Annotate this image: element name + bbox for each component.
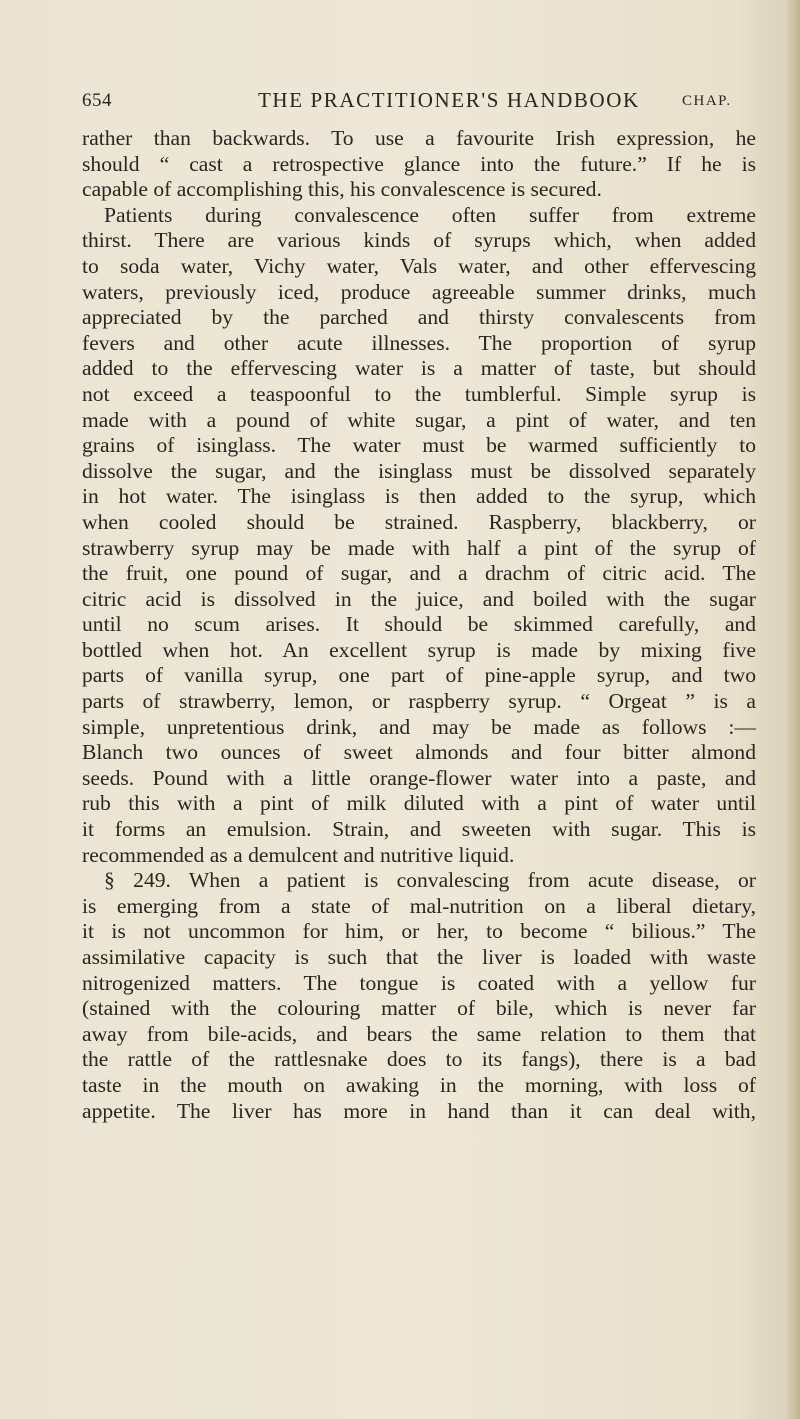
text-line: (stained with the colouring matter of bile, which is never far [82, 996, 756, 1021]
text-line: waters, previously iced, produce agreeable summer drinks, much [82, 279, 756, 304]
text-line: bottled when hot. An excellent syrup is made by mixing five [82, 637, 756, 662]
text-line: away from bile-acids, and bears the same relation to them that [82, 1021, 756, 1046]
text-line: nitrogenized matters. The tongue is coated with a yellow fur [82, 970, 756, 995]
section-first-line: § 249. When a patient is convalescing from acute disease, or [104, 868, 756, 893]
text-line: rather than backwards. To use a favourite Irish expression, he [82, 126, 756, 150]
text-line: Blanch two ounces of sweet almonds and four bitter almond [82, 740, 756, 765]
text-line: until no scum arises. It should be skimmed carefully, and [82, 612, 756, 637]
text-line: the rattle of the rattlesnake does to its fangs), there is a bad [82, 1047, 756, 1072]
text-line: appreciated by the parched and thirsty convalescents from [82, 305, 756, 330]
text-line: taste in the mouth on awaking in the morning, with loss of [82, 1072, 756, 1097]
text-line: rub this with a pint of milk diluted with a pint of water until [82, 791, 756, 816]
text-line: recommended as a demulcent and nutritive liquid. [82, 842, 515, 867]
text-line: in hot water. The isinglass is then added to the syrup, which [82, 484, 756, 509]
text-line: to soda water, Vichy water, Vals water, and other effervescing [82, 253, 756, 278]
text-line: the fruit, one pound of sugar, and a drachm of citric acid. The [82, 561, 756, 586]
text-line: assimilative capacity is such that the liver is loaded with waste [82, 945, 756, 969]
text-line: parts of strawberry, lemon, or raspberry syrup. “ Orgeat ” is a [82, 689, 756, 714]
text-line: strawberry syrup may be made with half a pint of the syrup of [82, 535, 756, 560]
page-number: 654 [82, 90, 112, 111]
text-line: should “ cast a retrospective glance into the future.” If he is [82, 151, 756, 176]
text-line: not exceed a teaspoonful to the tumblerful. Simple syrup is [82, 381, 756, 406]
body-text [82, 126, 788, 1124]
paragraph-first-line: Patients during convalescence often suffer from extreme [104, 202, 756, 227]
text-line: seeds. Pound with a little orange-flower water into a paste, and [82, 765, 756, 790]
text-line: added to the effervescing water is a matter of taste, but should [82, 356, 756, 381]
chapter-mark: CHAP. [682, 93, 732, 109]
text-line: citric acid is dissolved in the juice, and boiled with the sugar [82, 586, 756, 611]
text-line: parts of vanilla syrup, one part of pine-apple syrup, and two [82, 663, 756, 688]
text-line: fevers and other acute illnesses. The proportion of syrup [82, 330, 756, 355]
text-line: dissolve the sugar, and the isinglass must be dissolved separately [82, 458, 756, 483]
text-line: is emerging from a state of mal-nutrition on a liberal dietary, [82, 893, 756, 918]
text-line: made with a pound of white sugar, a pint of water, and ten [82, 407, 756, 432]
text-line: it is not uncommon for him, or her, to become “ bilious.” The [82, 919, 756, 944]
text-line: thirst. There are various kinds of syrups which, when added [82, 228, 756, 253]
text-line: simple, unpretentious drink, and may be made as follows :— [82, 714, 756, 739]
text-line: it forms an emulsion. Strain, and sweeten with sugar. This is [82, 817, 756, 842]
running-head: THE PRACTITIONER'S HANDBOOK [258, 88, 640, 112]
text-line: grains of isinglass. The water must be warmed sufficiently to [82, 433, 756, 458]
text-line: when cooled should be strained. Raspberry, blackberry, or [82, 509, 756, 534]
text-line: appetite. The liver has more in hand than it can deal with, [82, 1098, 756, 1123]
text-line: capable of accomplishing this, his convalescence is secured. [82, 177, 602, 202]
page-header [82, 90, 752, 120]
page-edge-shadow [786, 0, 800, 1419]
